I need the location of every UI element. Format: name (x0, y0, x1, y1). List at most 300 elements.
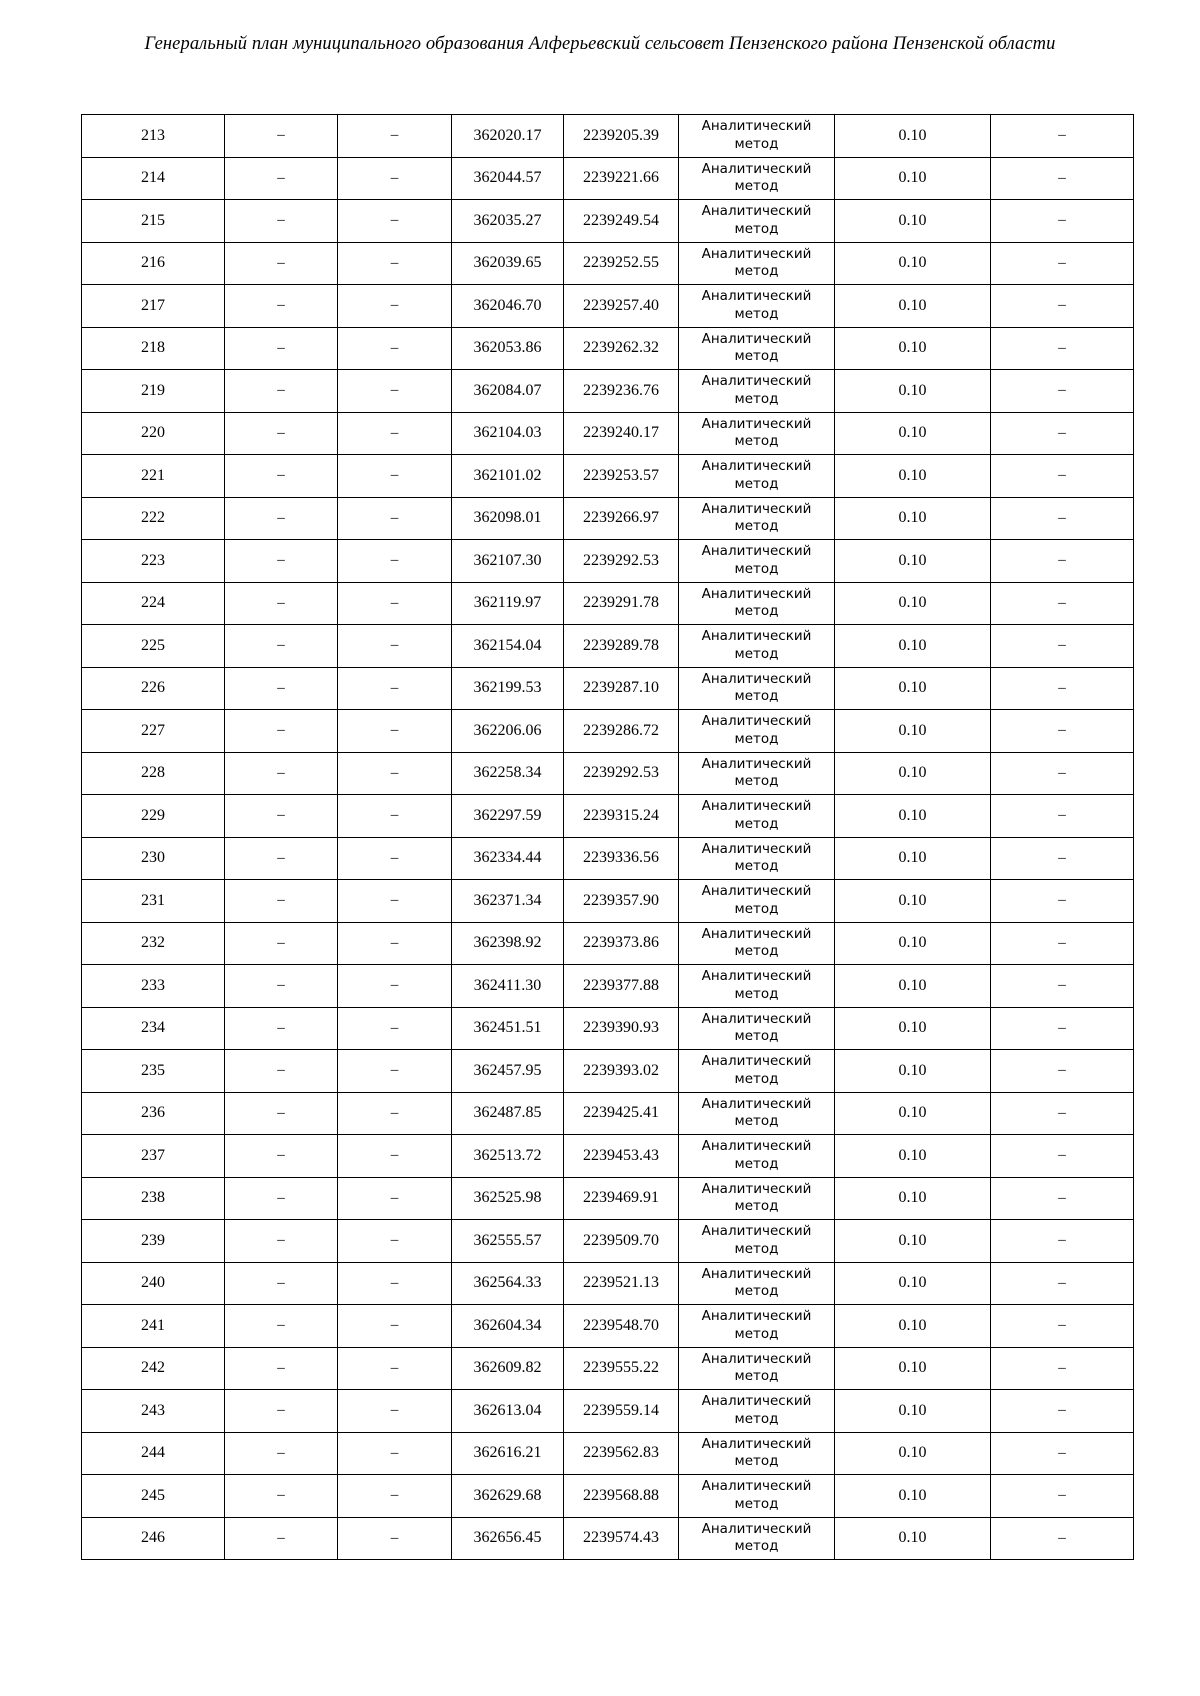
empty-value-cell: – (991, 327, 1134, 370)
table-row (82, 1007, 1134, 1050)
method-cell (679, 285, 835, 328)
y-coordinate-cell: 2239266.97 (564, 497, 679, 540)
empty-value-cell: – (225, 1432, 338, 1475)
empty-value-cell: – (991, 667, 1134, 710)
method-cell (679, 497, 835, 540)
y-coordinate-cell: 2239357.90 (564, 880, 679, 923)
method-text-line: Аналитический (701, 628, 812, 645)
method-text-line: Аналитический (701, 160, 812, 177)
empty-value-cell: – (225, 1262, 338, 1305)
method-cell (679, 455, 835, 498)
method-cell (679, 922, 835, 965)
y-coordinate-cell: 2239390.93 (564, 1007, 679, 1050)
accuracy-cell: 0.10 (835, 752, 991, 795)
empty-value-cell: – (338, 752, 452, 795)
point-number-cell: 234 (82, 1007, 225, 1050)
method-text-line: Аналитический (701, 1520, 812, 1537)
point-number-cell: 224 (82, 582, 225, 625)
accuracy-cell: 0.10 (835, 1177, 991, 1220)
method-cell (679, 370, 835, 413)
method-text-line: Аналитический (701, 1265, 812, 1282)
empty-value-cell: – (225, 497, 338, 540)
empty-value-cell: – (338, 540, 452, 583)
method-cell (679, 1007, 835, 1050)
method-text-line: метод (734, 773, 779, 790)
method-text-line: метод (734, 730, 779, 747)
point-number-cell: 244 (82, 1432, 225, 1475)
coordinates-table (81, 114, 1134, 1560)
empty-value-cell: – (338, 370, 452, 413)
y-coordinate-cell: 2239568.88 (564, 1475, 679, 1518)
table-row (82, 455, 1134, 498)
y-coordinate-cell: 2239574.43 (564, 1517, 679, 1560)
method-cell (679, 1432, 835, 1475)
point-number-cell: 230 (82, 837, 225, 880)
method-text-line: метод (734, 1155, 779, 1172)
x-coordinate-cell: 362371.34 (452, 880, 564, 923)
empty-value-cell: – (991, 1262, 1134, 1305)
accuracy-cell: 0.10 (835, 115, 991, 158)
empty-value-cell: – (225, 1092, 338, 1135)
y-coordinate-cell: 2239562.83 (564, 1432, 679, 1475)
empty-value-cell: – (991, 157, 1134, 200)
table-row (82, 1475, 1134, 1518)
method-text-line: Аналитический (701, 713, 812, 730)
method-cell (679, 242, 835, 285)
x-coordinate-cell: 362035.27 (452, 200, 564, 243)
table-row (82, 370, 1134, 413)
accuracy-cell: 0.10 (835, 795, 991, 838)
x-coordinate-cell: 362020.17 (452, 115, 564, 158)
table-row (82, 965, 1134, 1008)
method-cell (679, 200, 835, 243)
method-text-line: метод (734, 263, 779, 280)
y-coordinate-cell: 2239373.86 (564, 922, 679, 965)
x-coordinate-cell: 362084.07 (452, 370, 564, 413)
x-coordinate-cell: 362564.33 (452, 1262, 564, 1305)
empty-value-cell: – (991, 880, 1134, 923)
table-row (82, 157, 1134, 200)
accuracy-cell: 0.10 (835, 200, 991, 243)
table-row (82, 327, 1134, 370)
y-coordinate-cell: 2239287.10 (564, 667, 679, 710)
method-text-line: Аналитический (701, 1393, 812, 1410)
y-coordinate-cell: 2239262.32 (564, 327, 679, 370)
accuracy-cell: 0.10 (835, 625, 991, 668)
table-row (82, 242, 1134, 285)
x-coordinate-cell: 362398.92 (452, 922, 564, 965)
x-coordinate-cell: 362411.30 (452, 965, 564, 1008)
x-coordinate-cell: 362039.65 (452, 242, 564, 285)
method-text-line: метод (734, 475, 779, 492)
empty-value-cell: – (225, 242, 338, 285)
empty-value-cell: – (338, 1007, 452, 1050)
method-text-line: Аналитический (701, 585, 812, 602)
method-text-line: метод (734, 1538, 779, 1555)
empty-value-cell: – (225, 710, 338, 753)
table-row (82, 497, 1134, 540)
method-text-line: метод (734, 603, 779, 620)
table-row (82, 582, 1134, 625)
empty-value-cell: – (991, 1305, 1134, 1348)
x-coordinate-cell: 362258.34 (452, 752, 564, 795)
y-coordinate-cell: 2239393.02 (564, 1050, 679, 1093)
x-coordinate-cell: 362525.98 (452, 1177, 564, 1220)
accuracy-cell: 0.10 (835, 1007, 991, 1050)
point-number-cell: 221 (82, 455, 225, 498)
method-text-line: метод (734, 135, 779, 152)
y-coordinate-cell: 2239257.40 (564, 285, 679, 328)
accuracy-cell: 0.10 (835, 1432, 991, 1475)
accuracy-cell: 0.10 (835, 582, 991, 625)
accuracy-cell: 0.10 (835, 1262, 991, 1305)
method-cell (679, 1475, 835, 1518)
method-text-line: Аналитический (701, 755, 812, 772)
method-cell (679, 710, 835, 753)
point-number-cell: 219 (82, 370, 225, 413)
accuracy-cell: 0.10 (835, 540, 991, 583)
point-number-cell: 223 (82, 540, 225, 583)
method-text-line: метод (734, 943, 779, 960)
empty-value-cell: – (991, 1390, 1134, 1433)
accuracy-cell: 0.10 (835, 1092, 991, 1135)
y-coordinate-cell: 2239469.91 (564, 1177, 679, 1220)
accuracy-cell: 0.10 (835, 455, 991, 498)
empty-value-cell: – (991, 285, 1134, 328)
method-text-line: Аналитический (701, 1350, 812, 1367)
accuracy-cell: 0.10 (835, 837, 991, 880)
method-cell (679, 752, 835, 795)
accuracy-cell: 0.10 (835, 1305, 991, 1348)
empty-value-cell: – (225, 667, 338, 710)
method-cell (679, 1135, 835, 1178)
x-coordinate-cell: 362451.51 (452, 1007, 564, 1050)
table-row (82, 1390, 1134, 1433)
y-coordinate-cell: 2239253.57 (564, 455, 679, 498)
method-text-line: Аналитический (701, 203, 812, 220)
empty-value-cell: – (991, 455, 1134, 498)
empty-value-cell: – (225, 922, 338, 965)
empty-value-cell: – (225, 115, 338, 158)
method-text-line: Аналитический (701, 1478, 812, 1495)
empty-value-cell: – (338, 710, 452, 753)
method-text-line: метод (734, 348, 779, 365)
point-number-cell: 214 (82, 157, 225, 200)
empty-value-cell: – (991, 837, 1134, 880)
empty-value-cell: – (991, 1432, 1134, 1475)
empty-value-cell: – (991, 115, 1134, 158)
table-row (82, 1432, 1134, 1475)
empty-value-cell: – (338, 242, 452, 285)
y-coordinate-cell: 2239205.39 (564, 115, 679, 158)
method-text-line: Аналитический (701, 543, 812, 560)
table-row (82, 710, 1134, 753)
method-text-line: метод (734, 1028, 779, 1045)
method-cell (679, 157, 835, 200)
method-text-line: Аналитический (701, 288, 812, 305)
empty-value-cell: – (225, 412, 338, 455)
empty-value-cell: – (225, 285, 338, 328)
x-coordinate-cell: 362104.03 (452, 412, 564, 455)
empty-value-cell: – (991, 242, 1134, 285)
accuracy-cell: 0.10 (835, 1390, 991, 1433)
method-text-line: Аналитический (701, 1138, 812, 1155)
method-text-line: метод (734, 560, 779, 577)
empty-value-cell: – (225, 752, 338, 795)
empty-value-cell: – (991, 1135, 1134, 1178)
method-cell (679, 965, 835, 1008)
method-text-line: метод (734, 645, 779, 662)
empty-value-cell: – (991, 200, 1134, 243)
empty-value-cell: – (338, 880, 452, 923)
empty-value-cell: – (338, 667, 452, 710)
method-text-line: метод (734, 985, 779, 1002)
table-row (82, 1517, 1134, 1560)
empty-value-cell: – (338, 200, 452, 243)
empty-value-cell: – (225, 200, 338, 243)
point-number-cell: 232 (82, 922, 225, 965)
method-cell (679, 837, 835, 880)
empty-value-cell: – (338, 455, 452, 498)
y-coordinate-cell: 2239236.76 (564, 370, 679, 413)
empty-value-cell: – (225, 1475, 338, 1518)
empty-value-cell: – (225, 1177, 338, 1220)
method-text-line: Аналитический (701, 415, 812, 432)
empty-value-cell: – (225, 837, 338, 880)
empty-value-cell: – (991, 497, 1134, 540)
table-row (82, 1092, 1134, 1135)
method-text-line: метод (734, 1453, 779, 1470)
point-number-cell: 218 (82, 327, 225, 370)
empty-value-cell: – (225, 455, 338, 498)
table-row (82, 1050, 1134, 1093)
method-cell (679, 327, 835, 370)
table-row (82, 115, 1134, 158)
empty-value-cell: – (225, 1517, 338, 1560)
point-number-cell: 237 (82, 1135, 225, 1178)
empty-value-cell: – (991, 795, 1134, 838)
method-text-line: Аналитический (701, 968, 812, 985)
empty-value-cell: – (225, 795, 338, 838)
point-number-cell: 215 (82, 200, 225, 243)
method-cell (679, 115, 835, 158)
x-coordinate-cell: 362555.57 (452, 1220, 564, 1263)
table-row (82, 837, 1134, 880)
y-coordinate-cell: 2239315.24 (564, 795, 679, 838)
empty-value-cell: – (338, 115, 452, 158)
empty-value-cell: – (338, 497, 452, 540)
accuracy-cell: 0.10 (835, 285, 991, 328)
empty-value-cell: – (991, 1092, 1134, 1135)
method-text-line: Аналитический (701, 1180, 812, 1197)
table-row (82, 752, 1134, 795)
empty-value-cell: – (991, 540, 1134, 583)
empty-value-cell: – (338, 412, 452, 455)
method-text-line: метод (734, 1283, 779, 1300)
empty-value-cell: – (338, 1220, 452, 1263)
empty-value-cell: – (991, 710, 1134, 753)
x-coordinate-cell: 362053.86 (452, 327, 564, 370)
accuracy-cell: 0.10 (835, 497, 991, 540)
point-number-cell: 245 (82, 1475, 225, 1518)
method-text-line: метод (734, 815, 779, 832)
method-text-line: метод (734, 305, 779, 322)
empty-value-cell: – (338, 157, 452, 200)
method-cell (679, 1517, 835, 1560)
x-coordinate-cell: 362107.30 (452, 540, 564, 583)
method-text-line: метод (734, 1070, 779, 1087)
x-coordinate-cell: 362297.59 (452, 795, 564, 838)
table-row (82, 285, 1134, 328)
empty-value-cell: – (338, 1092, 452, 1135)
y-coordinate-cell: 2239249.54 (564, 200, 679, 243)
x-coordinate-cell: 362199.53 (452, 667, 564, 710)
x-coordinate-cell: 362154.04 (452, 625, 564, 668)
table-row (82, 880, 1134, 923)
empty-value-cell: – (991, 965, 1134, 1008)
x-coordinate-cell: 362206.06 (452, 710, 564, 753)
accuracy-cell: 0.10 (835, 922, 991, 965)
y-coordinate-cell: 2239292.53 (564, 540, 679, 583)
table-row (82, 1177, 1134, 1220)
x-coordinate-cell: 362334.44 (452, 837, 564, 880)
method-cell (679, 1177, 835, 1220)
accuracy-cell: 0.10 (835, 1135, 991, 1178)
method-cell (679, 540, 835, 583)
empty-value-cell: – (991, 1517, 1134, 1560)
accuracy-cell: 0.10 (835, 667, 991, 710)
empty-value-cell: – (225, 327, 338, 370)
point-number-cell: 231 (82, 880, 225, 923)
method-cell (679, 1262, 835, 1305)
accuracy-cell: 0.10 (835, 242, 991, 285)
point-number-cell: 243 (82, 1390, 225, 1433)
y-coordinate-cell: 2239453.43 (564, 1135, 679, 1178)
empty-value-cell: – (338, 965, 452, 1008)
method-text-line: метод (734, 1325, 779, 1342)
table-row (82, 1347, 1134, 1390)
empty-value-cell: – (225, 1390, 338, 1433)
point-number-cell: 228 (82, 752, 225, 795)
point-number-cell: 242 (82, 1347, 225, 1390)
table-row (82, 540, 1134, 583)
y-coordinate-cell: 2239548.70 (564, 1305, 679, 1348)
empty-value-cell: – (338, 922, 452, 965)
empty-value-cell: – (991, 752, 1134, 795)
method-text-line: метод (734, 858, 779, 875)
empty-value-cell: – (991, 370, 1134, 413)
point-number-cell: 246 (82, 1517, 225, 1560)
accuracy-cell: 0.10 (835, 412, 991, 455)
empty-value-cell: – (225, 965, 338, 1008)
x-coordinate-cell: 362629.68 (452, 1475, 564, 1518)
method-cell (679, 1092, 835, 1135)
accuracy-cell: 0.10 (835, 1220, 991, 1263)
method-text-line: Аналитический (701, 330, 812, 347)
method-text-line: метод (734, 1113, 779, 1130)
x-coordinate-cell: 362101.02 (452, 455, 564, 498)
y-coordinate-cell: 2239286.72 (564, 710, 679, 753)
point-number-cell: 236 (82, 1092, 225, 1135)
method-text-line: Аналитический (701, 373, 812, 390)
method-cell (679, 667, 835, 710)
method-text-line: метод (734, 1368, 779, 1385)
empty-value-cell: – (338, 285, 452, 328)
y-coordinate-cell: 2239559.14 (564, 1390, 679, 1433)
point-number-cell: 229 (82, 795, 225, 838)
method-text-line: Аналитический (701, 798, 812, 815)
method-cell (679, 795, 835, 838)
empty-value-cell: – (225, 1220, 338, 1263)
table-row (82, 412, 1134, 455)
empty-value-cell: – (225, 880, 338, 923)
x-coordinate-cell: 362044.57 (452, 157, 564, 200)
empty-value-cell: – (991, 1007, 1134, 1050)
method-cell (679, 880, 835, 923)
x-coordinate-cell: 362457.95 (452, 1050, 564, 1093)
empty-value-cell: – (338, 1262, 452, 1305)
method-cell (679, 1305, 835, 1348)
method-text-line: Аналитический (701, 925, 812, 942)
empty-value-cell: – (338, 795, 452, 838)
x-coordinate-cell: 362613.04 (452, 1390, 564, 1433)
empty-value-cell: – (991, 582, 1134, 625)
empty-value-cell: – (225, 540, 338, 583)
method-cell (679, 1390, 835, 1433)
accuracy-cell: 0.10 (835, 710, 991, 753)
empty-value-cell: – (225, 582, 338, 625)
empty-value-cell: – (991, 1347, 1134, 1390)
table-row (82, 1262, 1134, 1305)
accuracy-cell: 0.10 (835, 1475, 991, 1518)
empty-value-cell: – (338, 1135, 452, 1178)
x-coordinate-cell: 362487.85 (452, 1092, 564, 1135)
empty-value-cell: – (991, 1177, 1134, 1220)
accuracy-cell: 0.10 (835, 327, 991, 370)
x-coordinate-cell: 362046.70 (452, 285, 564, 328)
point-number-cell: 241 (82, 1305, 225, 1348)
method-text-line: метод (734, 688, 779, 705)
empty-value-cell: – (991, 1475, 1134, 1518)
empty-value-cell: – (225, 1305, 338, 1348)
point-number-cell: 216 (82, 242, 225, 285)
point-number-cell: 220 (82, 412, 225, 455)
x-coordinate-cell: 362098.01 (452, 497, 564, 540)
empty-value-cell: – (991, 1220, 1134, 1263)
table-row (82, 1305, 1134, 1348)
table-row (82, 1220, 1134, 1263)
empty-value-cell: – (338, 1177, 452, 1220)
x-coordinate-cell: 362656.45 (452, 1517, 564, 1560)
y-coordinate-cell: 2239377.88 (564, 965, 679, 1008)
empty-value-cell: – (338, 1347, 452, 1390)
method-text-line: метод (734, 1198, 779, 1215)
empty-value-cell: – (225, 1135, 338, 1178)
table-row (82, 200, 1134, 243)
point-number-cell: 235 (82, 1050, 225, 1093)
empty-value-cell: – (338, 837, 452, 880)
point-number-cell: 225 (82, 625, 225, 668)
empty-value-cell: – (225, 1347, 338, 1390)
method-text-line: Аналитический (701, 118, 812, 135)
empty-value-cell: – (338, 327, 452, 370)
method-cell (679, 1050, 835, 1093)
empty-value-cell: – (225, 370, 338, 413)
method-text-line: Аналитический (701, 1308, 812, 1325)
point-number-cell: 240 (82, 1262, 225, 1305)
x-coordinate-cell: 362609.82 (452, 1347, 564, 1390)
method-text-line: Аналитический (701, 458, 812, 475)
